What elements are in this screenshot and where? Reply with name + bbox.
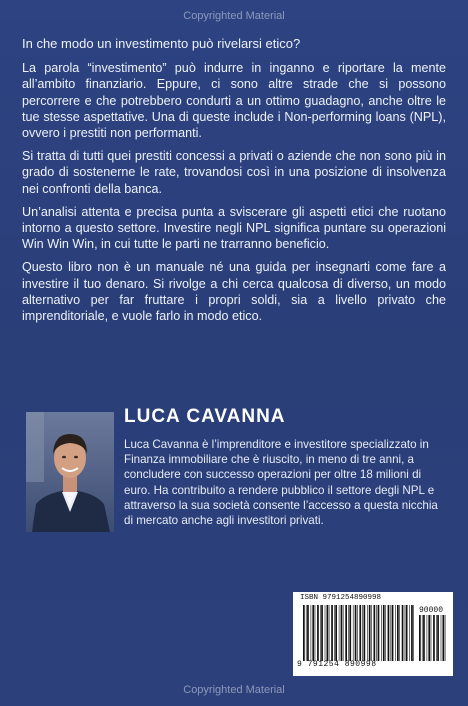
barcode-stripe: [397, 605, 399, 661]
barcode-stripe: [423, 615, 425, 661]
barcode-stripe: [388, 605, 390, 661]
barcode-stripe: [395, 605, 396, 661]
barcode-stripe: [327, 605, 329, 661]
blurb-paragraph: Si tratta di tutti quei prestiti concessi a privati o aziende che non sono più in grado di sostenerne le rate, trovandosi così in una posizione di insolvenza nei confronti della banca.: [22, 149, 446, 196]
barcode-stripe: [369, 605, 371, 661]
price-code: 90000: [418, 606, 443, 615]
barcode-stripe: [428, 615, 430, 661]
barcode-stripe: [402, 605, 404, 661]
watermark-bottom: Copyrighted Material: [183, 684, 285, 696]
barcode-stripe: [307, 605, 309, 661]
barcode-bars-addon: [419, 615, 447, 661]
barcode-stripe: [413, 605, 414, 661]
barcode-digits: 9 791254 890998: [297, 660, 377, 669]
barcode-stripe: [441, 615, 442, 661]
author-bio: Luca Cavanna è l’imprenditore e investitore specializzato in Finanza immobiliare che è riuscito, in meno di tre anni, a concludere con successo operazioni per oltre 18 milioni di euro. Ha contribuito a rendere pubblico il settore degli NPL e attraverso la sua società consente l’accesso a questa nicchia di mercato anche agli investitori privati.: [124, 438, 438, 528]
barcode-stripe: [436, 615, 437, 661]
blurb-paragraph: La parola “investimento” può indurre in inganno e riportare la mente all’ambito finanziario. Eppure, ci sono altre strade che si possono percorrere e che potrebbero condurti a un ottimo guadagno, anche oltre le tue stesse aspettative. Una di queste include i Non-performing loans (NPL), ovvero i prestiti non performanti.: [22, 61, 446, 141]
barcode-stripe: [303, 605, 305, 661]
barcode-stripe: [329, 605, 330, 661]
watermark-top: Copyrighted Material: [183, 10, 285, 22]
barcode-stripe: [385, 605, 386, 661]
barcode-stripe: [381, 605, 382, 661]
barcode-stripe: [431, 615, 432, 661]
author-photo: [26, 412, 114, 532]
barcode-stripe: [378, 605, 380, 661]
barcode-stripe: [315, 605, 316, 661]
barcode-stripe: [343, 605, 344, 661]
barcode-stripe: [392, 605, 394, 661]
barcode-stripe: [405, 605, 406, 661]
barcode-stripe: [445, 615, 446, 661]
barcode-stripe: [411, 605, 413, 661]
barcode-stripe: [364, 605, 366, 661]
barcode-stripe: [437, 615, 439, 661]
barcode-stripe: [427, 615, 428, 661]
barcode-stripe: [406, 605, 408, 661]
barcode-stripe: [359, 605, 361, 661]
blurb-paragraph: Un’analisi attenta e precisa punta a sviscerare gli aspetti etici che ruotano intorno a questo settore. Investire negli NPL significa puntare su operazioni Win Win Win, in cui tutte le parti ne trarranno beneficio.: [22, 204, 446, 252]
barcode-stripe: [317, 605, 319, 661]
barcode-stripe: [312, 605, 314, 661]
barcode-stripe: [320, 605, 321, 661]
barcode-stripe: [419, 615, 421, 661]
barcode-stripe: [367, 605, 368, 661]
barcode-stripe: [443, 615, 445, 661]
barcode-stripe: [433, 615, 435, 661]
blurb-question: In che modo un investimento può rivelarsi etico?: [22, 36, 301, 51]
barcode-stripe: [383, 605, 385, 661]
isbn-label: ISBN 9791254890998: [300, 594, 382, 602]
barcode-stripe: [422, 615, 423, 661]
barcode-stripe: [349, 605, 351, 661]
barcode-stripe: [339, 605, 340, 661]
barcode-stripe: [374, 605, 376, 661]
barcode-stripe: [348, 605, 349, 661]
barcode-stripe: [355, 605, 357, 661]
barcode-stripe: [325, 605, 326, 661]
barcode-stripe: [311, 605, 312, 661]
barcode-stripe: [353, 605, 354, 661]
barcode-stripe: [391, 605, 392, 661]
barcode-stripe: [409, 605, 410, 661]
barcode-stripe: [306, 605, 307, 661]
barcode-stripe: [399, 605, 400, 661]
author-portrait-image: [26, 412, 114, 532]
barcode-stripe: [371, 605, 372, 661]
barcode-stripe: [357, 605, 358, 661]
barcode-stripe: [321, 605, 323, 661]
barcode-bars-main: [303, 605, 415, 661]
isbn-barcode: [293, 592, 453, 676]
barcode-stripe: [335, 605, 337, 661]
barcode-stripe: [334, 605, 335, 661]
author-name: LUCA CAVANNA: [124, 406, 286, 427]
barcode-stripe: [376, 605, 377, 661]
barcode-stripe: [341, 605, 343, 661]
barcode-stripe: [345, 605, 347, 661]
barcode-stripe: [331, 605, 333, 661]
blurb-section: [22, 36, 446, 331]
blurb-paragraph: Questo libro non è un manuale né una guida per insegnarti come fare a investire il tuo denaro. Si rivolge a chi cerca qualcosa di diverso, un modo alternativo per far fruttare i propri soldi, sia a livello privato che imprenditoriale, e vuole farlo in modo etico.: [22, 260, 446, 324]
barcode-stripe: [362, 605, 363, 661]
